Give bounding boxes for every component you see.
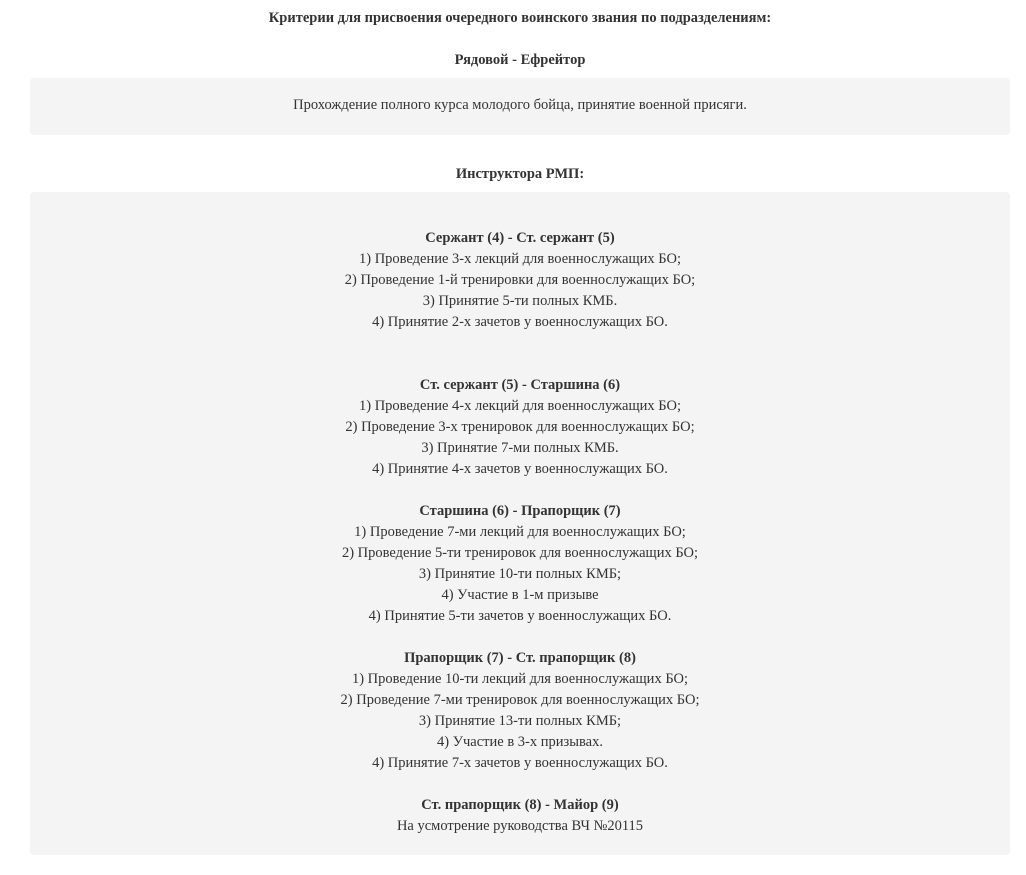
rank-title: Прапорщик (7) - Ст. прапорщик (8) (404, 650, 636, 666)
spacer (30, 774, 1010, 795)
requirement-item: 3) Принятие 10-ти полных КМБ; (418, 566, 622, 582)
requirement-item: 2) Проведение 5-ти тренировок для военнослужащих БО; (341, 545, 699, 561)
requirement-item: 4) Принятие 7-х зачетов у военнослужащих БО. (372, 755, 668, 771)
rank-title: Ст. сержант (5) - Старшина (6) (419, 377, 621, 393)
section-title-instructors: Инструктора РМП: (455, 166, 585, 182)
requirement-item: 2) Проведение 3-х тренировок для военнослужащих БО; (345, 419, 695, 435)
requirement-item: 3) Принятие 13-ти полных КМБ; (418, 713, 622, 729)
requirement-item: 1) Проведение 3-х лекций для военнослужащих БО; (358, 251, 681, 267)
requirement-item: 2) Проведение 7-ми тренировок для военнослужащих БО; (340, 692, 700, 708)
requirement-item: 4) Участие в 3-х призывах. (437, 734, 603, 750)
requirement-item: На усмотрение руководства ВЧ №20115 (396, 818, 644, 834)
rank-block-senior-praporshchik (30, 795, 1010, 837)
spacer (30, 333, 1010, 375)
spacer (30, 480, 1010, 501)
requirement-item: 3) Принятие 7-ми полных КМБ. (421, 440, 619, 456)
page-title: Критерии для присвоения очередного воинского звания по подразделениям: (268, 10, 772, 26)
private-criteria-text: Прохождение полного курса молодого бойца, принятие военной присяги. (293, 97, 747, 113)
requirement-item: 1) Проведение 7-ми лекций для военнослужащих БО; (354, 524, 686, 540)
requirement-item: 4) Принятие 2-х зачетов у военнослужащих БО. (372, 314, 668, 330)
rank-title: Старшина (6) - Прапорщик (7) (419, 503, 621, 519)
rank-block-senior-sergeant (30, 375, 1010, 480)
spacer (30, 627, 1010, 648)
rank-title: Сержант (4) - Ст. сержант (5) (425, 230, 615, 246)
requirement-item: 3) Принятие 5-ти полных КМБ. (422, 293, 618, 309)
requirement-item: 2) Проведение 1-й тренировки для военнослужащих БО; (344, 272, 696, 288)
requirement-item: 1) Проведение 10-ти лекций для военнослужащих БО; (351, 671, 689, 687)
private-criteria-box (30, 78, 1010, 135)
requirement-item: 1) Проведение 4-х лекций для военнослужащих БО; (358, 398, 681, 414)
rank-block-starshina (30, 501, 1010, 627)
requirement-item: 4) Принятие 5-ти зачетов у военнослужащих БО. (368, 608, 672, 624)
requirement-item: 4) Принятие 4-х зачетов у военнослужащих БО. (372, 461, 668, 477)
section-title-private: Рядовой - Ефрейтор (454, 52, 586, 68)
rank-block-sergeant (30, 228, 1010, 333)
requirement-item: 4) Участие в 1-м призыве (441, 587, 599, 603)
instructors-criteria-box (30, 192, 1010, 855)
rank-title: Ст. прапорщик (8) - Майор (9) (421, 797, 619, 813)
rank-block-praporshchik (30, 648, 1010, 774)
